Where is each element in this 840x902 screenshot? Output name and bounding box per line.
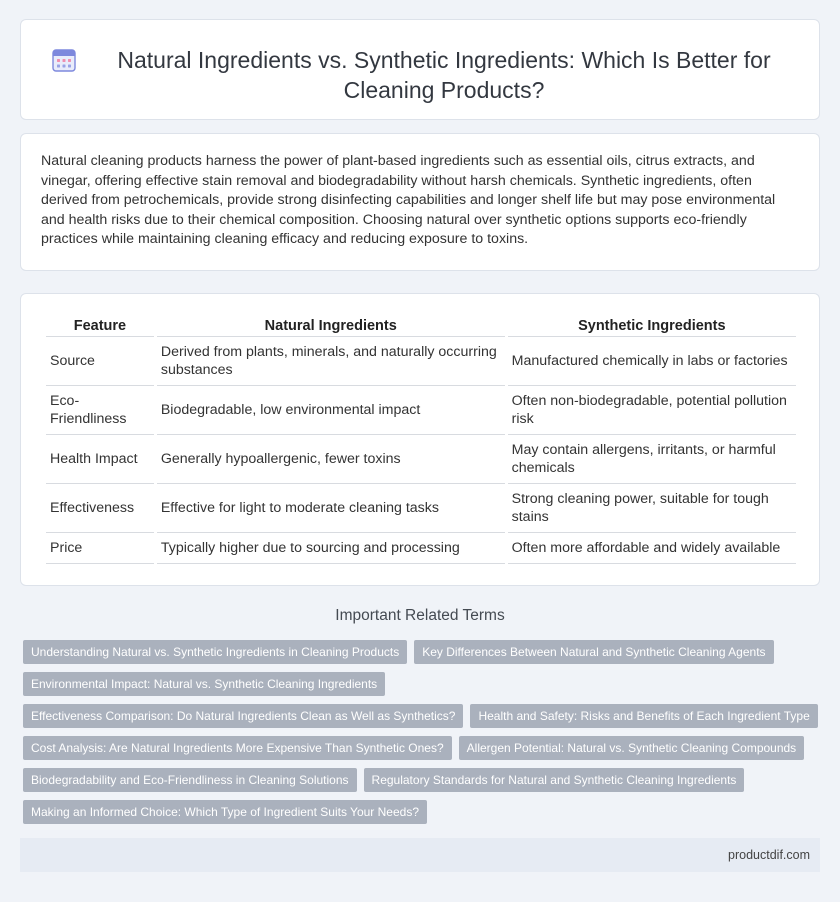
natural-cell: Biodegradable, low environmental impact	[157, 386, 505, 435]
page-title: Natural Ingredients vs. Synthetic Ingredients: Which Is Better for Cleaning Products?	[117, 47, 771, 103]
feature-cell: Health Impact	[46, 435, 154, 484]
natural-cell: Typically higher due to sourcing and processing	[157, 533, 505, 564]
natural-cell: Effective for light to moderate cleaning tasks	[157, 484, 505, 533]
intro-paragraph: Natural cleaning products harness the power of plant-based ingredients such as essential oils, citrus extracts, and vinegar, offering effective stain removal and biodegradability without harsh chemicals. Synthetic ingredients, often derived from petrochemicals, provide strong disinfecting capabilities and longer shelf life but may pose environmental and health risks due to their chemical composition. Choosing natural over synthetic options supports eco-friendly practices while maintaining cleaning efficacy and reducing exposure to toxins.	[41, 153, 776, 248]
related-term-tag[interactable]: Understanding Natural vs. Synthetic Ingredients in Cleaning Products	[23, 640, 407, 664]
header-natural: Natural Ingredients	[157, 312, 505, 337]
table-row	[46, 533, 796, 564]
related-term-tag[interactable]: Environmental Impact: Natural vs. Synthetic Cleaning Ingredients	[23, 672, 385, 696]
feature-cell: Eco-Friendliness	[46, 386, 154, 435]
intro-card	[20, 133, 820, 271]
synthetic-cell: Manufactured chemically in labs or factories	[508, 337, 796, 386]
header-synthetic: Synthetic Ingredients	[508, 312, 796, 337]
related-term-tag[interactable]: Key Differences Between Natural and Synthetic Cleaning Agents	[414, 640, 773, 664]
synthetic-cell: Strong cleaning power, suitable for tough stains	[508, 484, 796, 533]
header	[21, 20, 819, 105]
table-row	[46, 337, 796, 386]
feature-cell: Effectiveness	[46, 484, 154, 533]
footer-site-link[interactable]: productdif.com	[728, 848, 810, 862]
calendar-grid-icon	[51, 47, 77, 73]
table-row	[46, 386, 796, 435]
natural-cell: Generally hypoallergenic, fewer toxins	[157, 435, 505, 484]
footer	[20, 838, 820, 872]
comparison-card	[20, 293, 820, 586]
table-row	[46, 435, 796, 484]
related-term-tag[interactable]: Biodegradability and Eco-Friendliness in Cleaning Solutions	[23, 768, 357, 792]
header-feature: Feature	[46, 312, 154, 337]
synthetic-cell: Often more affordable and widely available	[508, 533, 796, 564]
feature-cell: Price	[46, 533, 154, 564]
related-term-tag[interactable]: Allergen Potential: Natural vs. Synthetic Cleaning Compounds	[459, 736, 805, 760]
table-header-row	[46, 312, 796, 337]
related-term-tag[interactable]: Cost Analysis: Are Natural Ingredients More Expensive Than Synthetic Ones?	[23, 736, 452, 760]
synthetic-cell: May contain allergens, irritants, or harmful chemicals	[508, 435, 796, 484]
natural-cell: Derived from plants, minerals, and naturally occurring substances	[157, 337, 505, 386]
related-terms-title: Important Related Terms	[335, 607, 505, 624]
feature-cell: Source	[46, 337, 154, 386]
header-card	[20, 19, 820, 120]
related-term-tag[interactable]: Effectiveness Comparison: Do Natural Ingredients Clean as Well as Synthetics?	[23, 704, 463, 728]
related-term-tag[interactable]: Making an Informed Choice: Which Type of Ingredient Suits Your Needs?	[23, 800, 427, 824]
related-terms-list	[23, 640, 823, 824]
comparison-table	[43, 312, 799, 564]
related-term-tag[interactable]: Health and Safety: Risks and Benefits of Each Ingredient Type	[470, 704, 817, 728]
related-term-tag[interactable]: Regulatory Standards for Natural and Synthetic Cleaning Ingredients	[364, 768, 745, 792]
synthetic-cell: Often non-biodegradable, potential pollution risk	[508, 386, 796, 435]
table-row	[46, 484, 796, 533]
